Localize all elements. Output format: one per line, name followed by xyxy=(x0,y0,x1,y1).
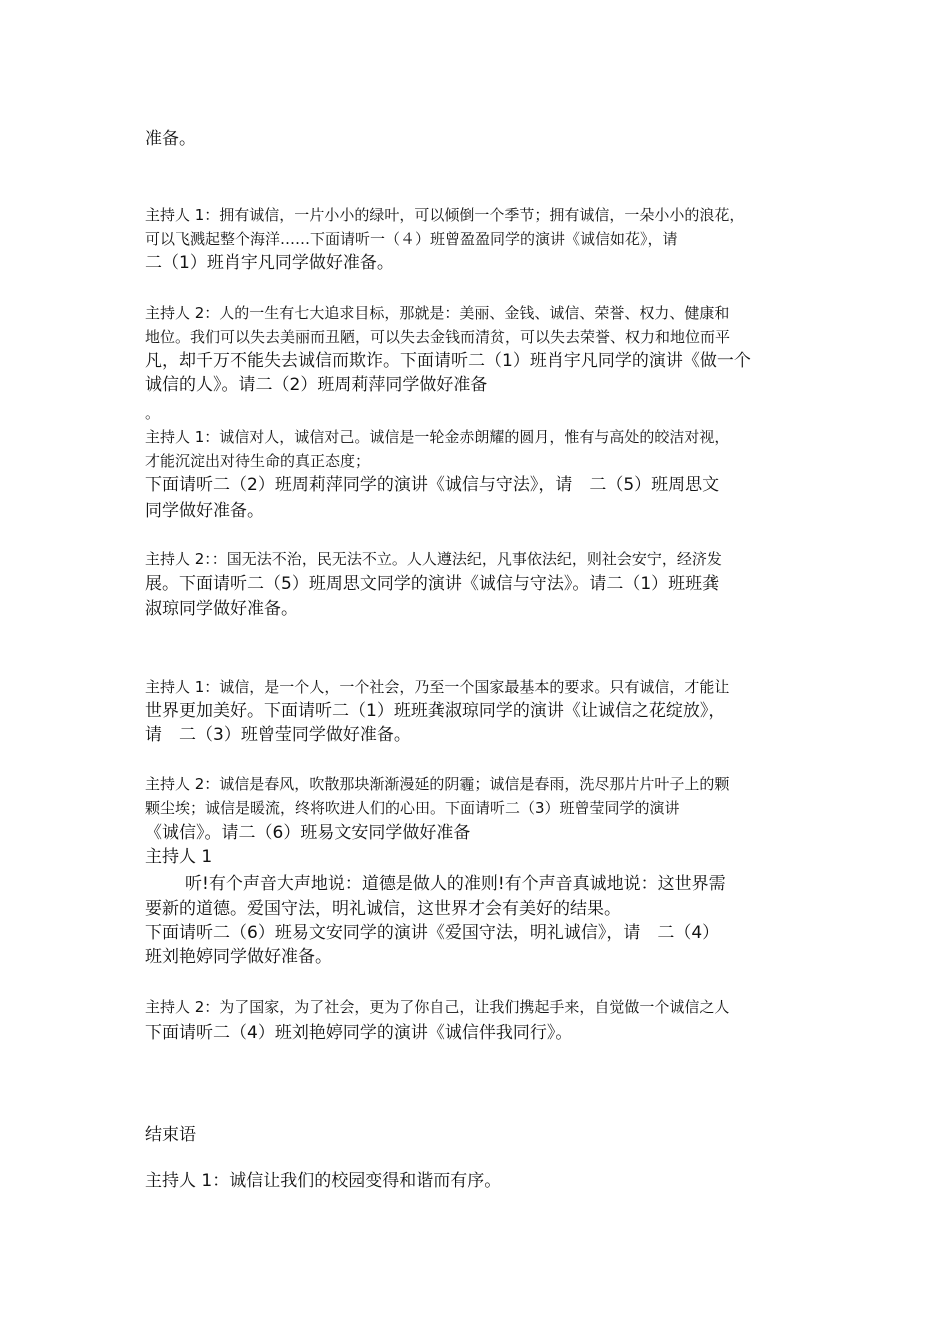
text-line: 地位。我们可以失去美丽而丑陋，可以失去金钱而清贫，可以失去荣誉、权力和地位而平 xyxy=(145,328,731,346)
text-line: 。 xyxy=(145,404,161,422)
text-line: 才能沉淀出对待生命的真正态度； xyxy=(145,452,371,470)
text-line: 可以飞溅起整个海洋……下面请听一（４）班曾盈盈同学的演讲《诚信如花》，请 xyxy=(145,230,678,248)
text-line: 展。下面请听二（5）班周思文同学的演讲《诚信与守法》。请二（1）班班龚 xyxy=(145,574,720,594)
text-line: 主持人 1：诚信对人，诚信对己。诚信是一轮金赤朗耀的圆月，惟有与高处的皎洁对视， xyxy=(145,428,730,446)
text-line: 二（1）班肖宇凡同学做好准备。 xyxy=(145,253,394,273)
text-line: 下面请听二（4）班刘艳婷同学的演讲《诚信伴我同行》。 xyxy=(145,1023,573,1043)
text-line: 主持人 1 xyxy=(145,847,213,867)
text-line: 主持人 1：拥有诚信，一片小小的绿叶，可以倾倒一个季节；拥有诚信，一朵小小的浪花， xyxy=(145,206,745,224)
text-line: 同学做好准备。 xyxy=(145,501,264,521)
text-line: 世界更加美好。下面请听二（1）班班龚淑琼同学的演讲《让诚信之花绽放》， xyxy=(145,701,726,721)
text-line: 听!有个声音大声地说：道德是做人的准则!有个声音真诚地说：这世界需 xyxy=(185,874,726,894)
text-line: 请 二（3）班曾莹同学做好准备。 xyxy=(145,725,411,745)
text-line: 主持人 1：诚信，是一个人，一个社会，乃至一个国家最基本的要求。只有诚信，才能让 xyxy=(145,678,730,696)
text-line: 主持人 2：为了国家，为了社会，更为了你自己，让我们携起手来，自觉做一个诚信之人 xyxy=(145,998,730,1016)
text-line: 准备。 xyxy=(145,129,196,149)
text-line: 要新的道德。爱国守法，明礼诚信，这世界才会有美好的结果。 xyxy=(145,899,621,919)
text-line: 《诚信》。请二（6）班易文安同学做好准备 xyxy=(145,823,471,843)
text-line: 主持人 2：人的一生有七大追求目标，那就是：美丽、金钱、诚信、荣誉、权力、健康和 xyxy=(145,304,730,322)
text-line: 下面请听二（2）班周莉萍同学的演讲《诚信与守法》，请 二（5）班周思文 xyxy=(145,475,720,495)
text-line: 凡，却千万不能失去诚信而欺诈。下面请听二（1）班肖宇凡同学的演讲《做一个 xyxy=(145,351,751,371)
text-line: 结束语 xyxy=(145,1125,196,1145)
text-line: 班刘艳婷同学做好准备。 xyxy=(145,947,332,967)
text-line: 下面请听二（6）班易文安同学的演讲《爱国守法，明礼诚信》，请 二（4） xyxy=(145,923,720,943)
text-line: 主持人 1：诚信让我们的校园变得和谐而有序。 xyxy=(145,1171,502,1191)
text-line: 诚信的人》。请二（2）班周莉萍同学做好准备 xyxy=(145,375,488,395)
text-line: 颗尘埃；诚信是暖流，终将吹进人们的心田。下面请听二（3）班曾莹同学的演讲 xyxy=(145,799,680,817)
text-line: 主持人 2：诚信是春风，吹散那块渐渐漫延的阴霾；诚信是春雨，洗尽那片片叶子上的颗 xyxy=(145,775,730,793)
text-line: 淑琼同学做好准备。 xyxy=(145,599,298,619)
text-line: 主持人 2：：国无法不治，民无法不立。人人遵法纪，凡事依法纪，则社会安宁，经济发 xyxy=(145,550,722,568)
